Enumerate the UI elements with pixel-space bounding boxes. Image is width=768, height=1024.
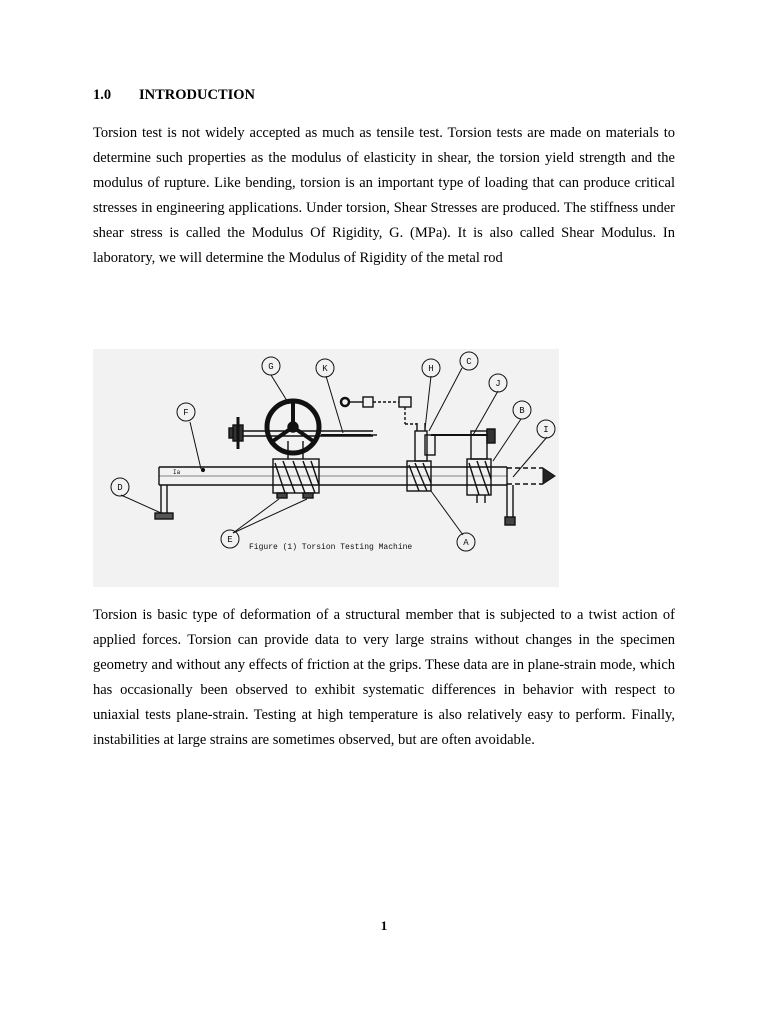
left-leg bbox=[155, 485, 173, 519]
torsion-machine-figure bbox=[93, 349, 559, 587]
machine-bed bbox=[159, 467, 507, 485]
right-leg bbox=[505, 485, 515, 525]
callout-label-A: A bbox=[463, 538, 469, 548]
callout-circles bbox=[111, 352, 555, 551]
callout-label-K: K bbox=[322, 364, 328, 374]
callout-label-B: B bbox=[519, 406, 525, 416]
callout-label-D: D bbox=[117, 483, 123, 493]
callout-label-E: E bbox=[227, 535, 233, 545]
intro-paragraph: Torsion test is not widely accepted as much as tensile test. Torsion tests are made on materials to determine such properties as the modulus of elasticity in shear, the torsion yield strength and the modulus of rupture. Like bending, torsion is an important type of loading that can produce critical stresses in engineering applications. Under torsion, Shear Stresses are produced. The stiffness under shear stress is called the Modulus Of Rigidity, G. (MPa). It is also called Shear Modulus. In laboratory, we will determine the Modulus of Rigidity of the metal rod bbox=[93, 125, 675, 267]
torsion-paragraph: Torsion is basic type of deformation of a structural member that is subjected to a twist action of applied forces. Torsion can provide data to very large strains without changes in the specimen geometry and without any effects of friction at the grips. These data are in plane-strain mode, which has occasionally been observed to exhibit systematic differences in behavior with respect to uniaxial tests plane-strain. Testing at high temperature is also relatively easy to perform. Finally, instabilities at large strains are sometimes observed, but are often avoidable. bbox=[93, 607, 675, 749]
section-number: 1.0 bbox=[93, 87, 112, 103]
callout-label-G: G bbox=[268, 362, 274, 372]
page-number: 1 bbox=[380, 918, 388, 933]
callout-label-F: F bbox=[183, 408, 189, 418]
torsion-machine-diagram bbox=[93, 349, 559, 587]
middle-carriage bbox=[407, 423, 435, 491]
section-title: INTRODUCTION bbox=[139, 87, 256, 103]
callout-label-I: I bbox=[543, 425, 549, 435]
section-heading bbox=[93, 87, 255, 104]
callout-leaders bbox=[121, 368, 547, 535]
right-carriage bbox=[467, 429, 495, 503]
callout-label-J: J bbox=[495, 379, 501, 389]
callout-label-C: C bbox=[466, 357, 472, 367]
callout-label-H: H bbox=[428, 364, 434, 374]
bar-mark: Ia bbox=[173, 469, 181, 476]
figure-caption: Figure (1) Torsion Testing Machine bbox=[249, 543, 413, 552]
dial-gauge bbox=[341, 397, 417, 424]
handwheel bbox=[267, 401, 319, 453]
